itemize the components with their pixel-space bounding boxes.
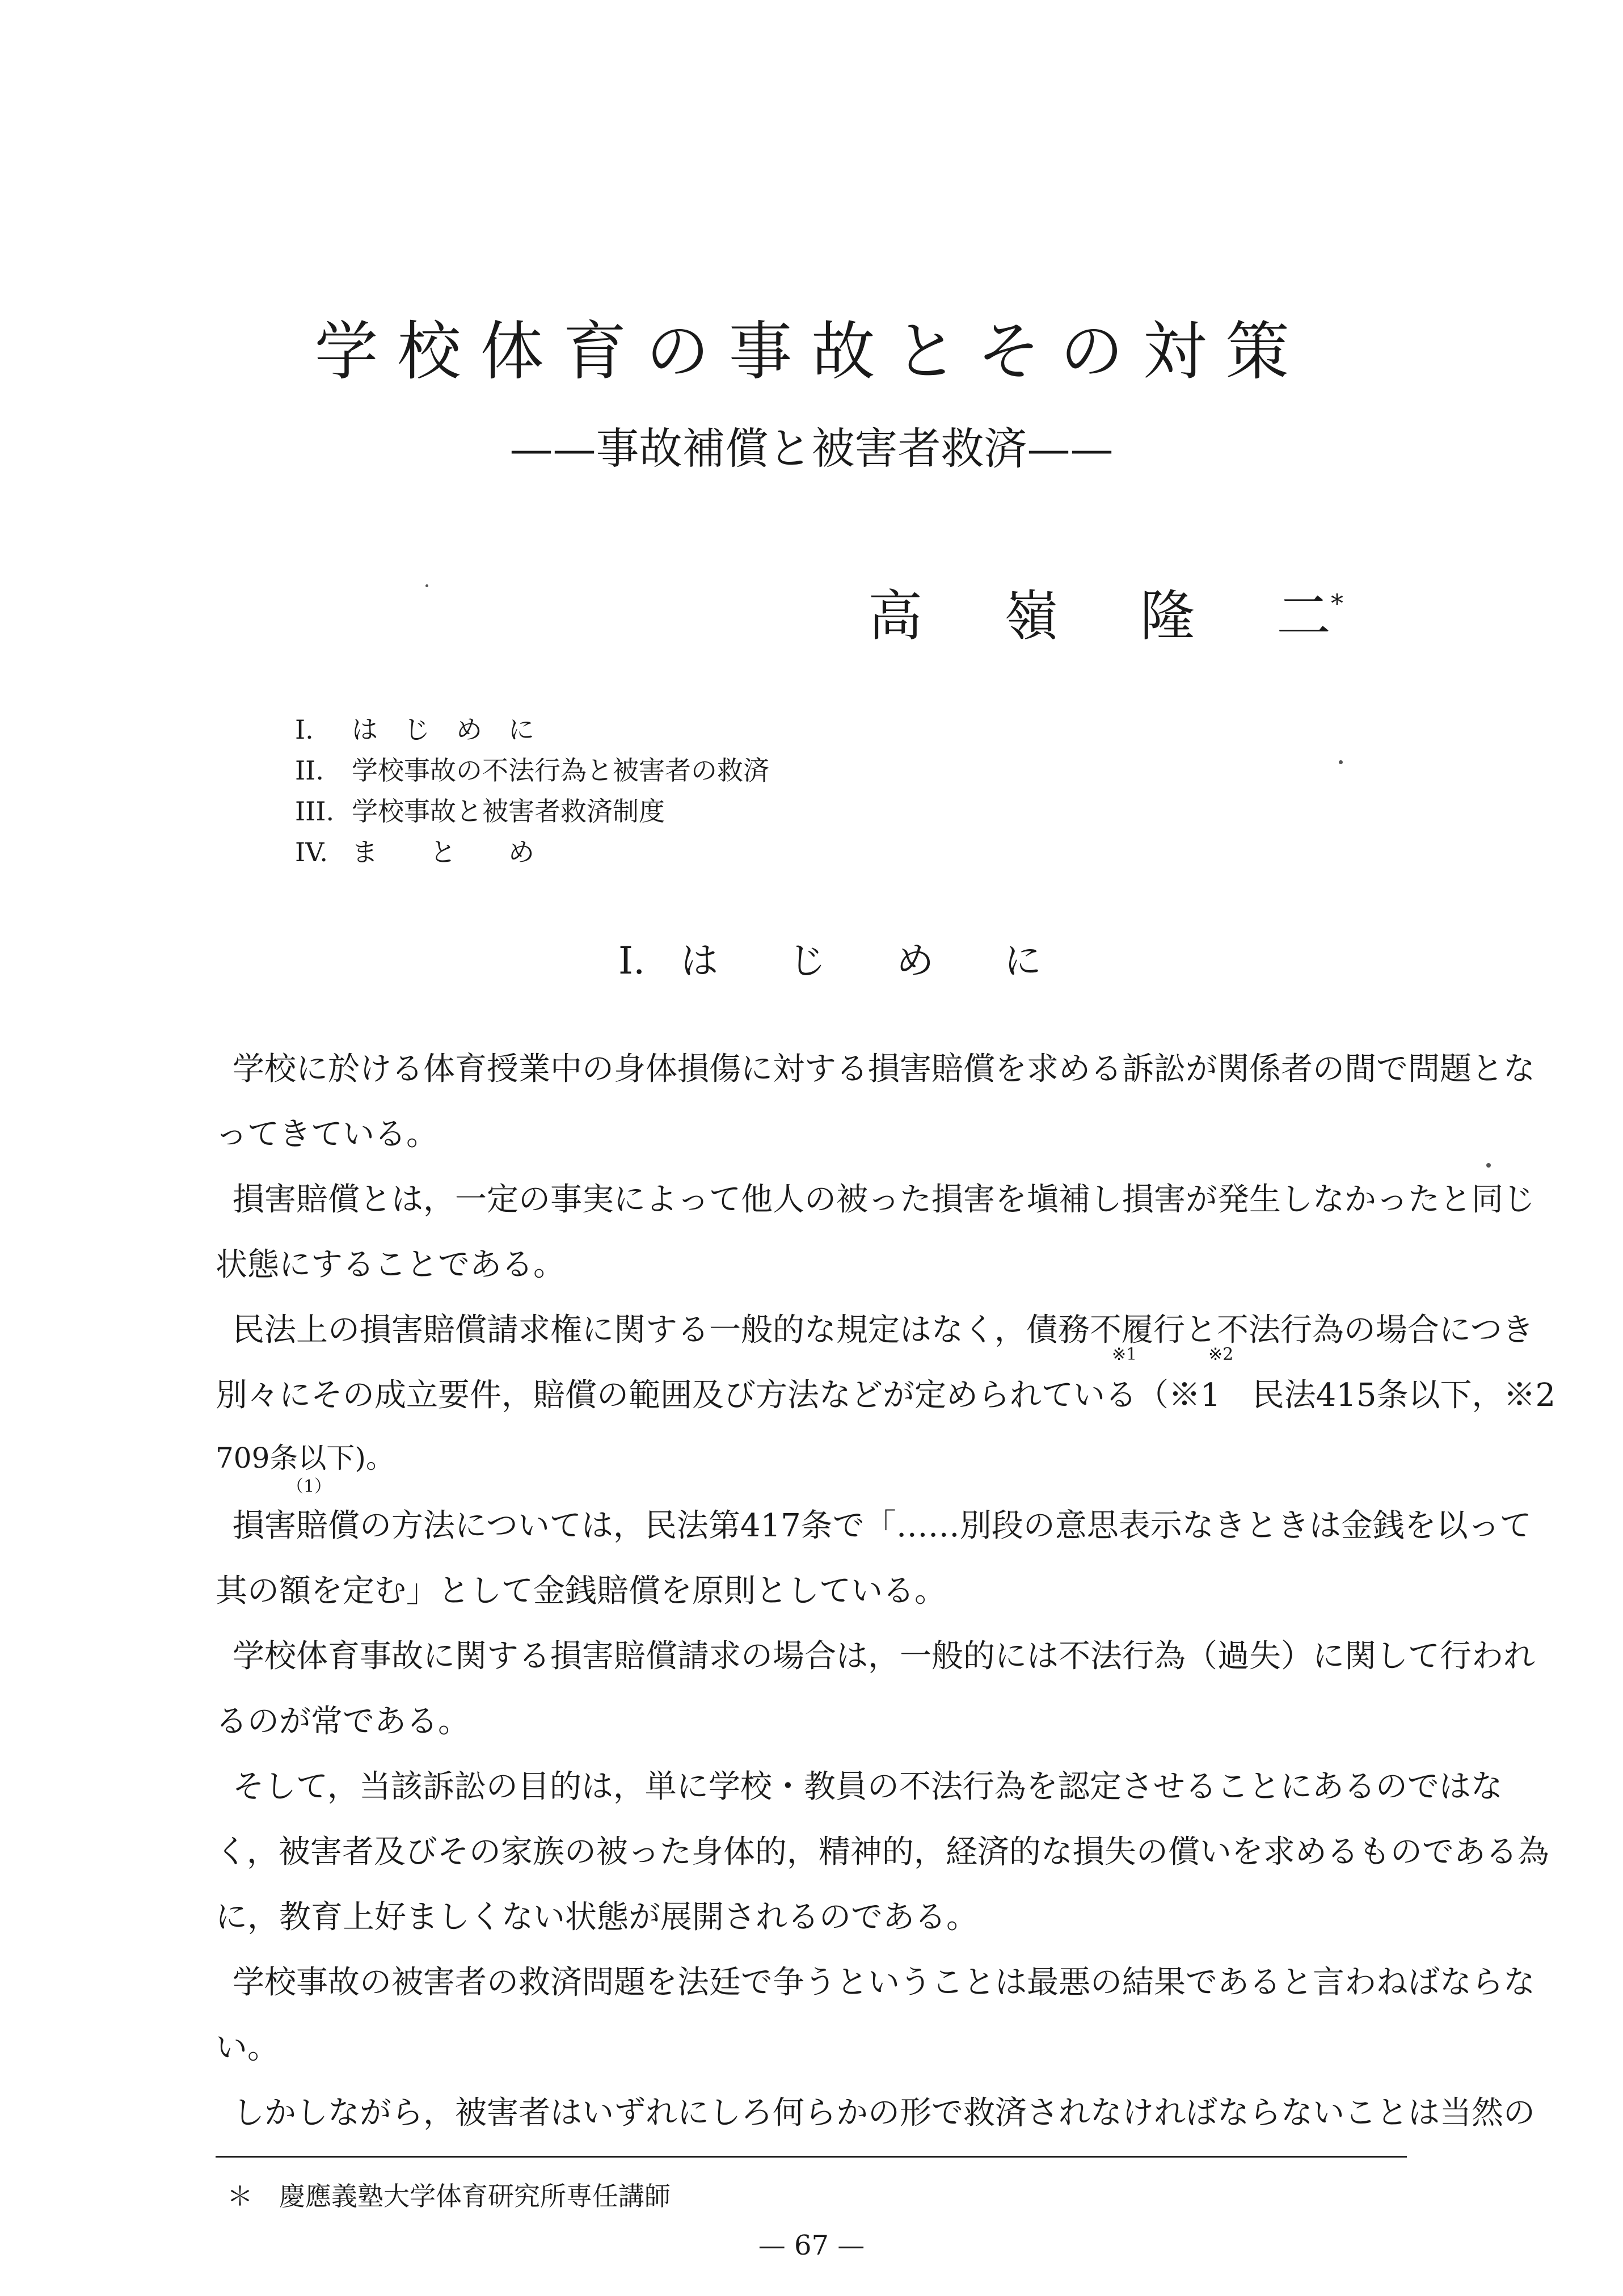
body-line: 状態にすることである。 bbox=[216, 1246, 565, 1283]
paper-subtitle: ——事故補償と被害者救済—— bbox=[509, 423, 1114, 474]
toc-text: 学校事故の不法行為と被害者の救済 bbox=[352, 755, 769, 786]
scan-speck bbox=[425, 584, 428, 587]
body-line: 学校事故の被害者の救済問題を法廷で争うということは最悪の結果であると言わねばならな bbox=[233, 1964, 1535, 2001]
toc-text: 学校事故と被害者救済制度 bbox=[352, 796, 665, 827]
section-char: め bbox=[896, 939, 934, 983]
body-line: 其の額を定む」として金銭賠償を原則としている。 bbox=[216, 1573, 946, 1610]
author-char: 二 bbox=[1276, 584, 1331, 648]
author-footnote-mark: * bbox=[1331, 589, 1343, 618]
body-line: るのが常である。 bbox=[216, 1703, 470, 1740]
body-line: 709条以下)。 bbox=[216, 1442, 394, 1475]
footnote: ＊ 慶應義塾大学体育研究所専任講師 bbox=[227, 2181, 671, 2211]
annotation-mark: ※1 bbox=[1112, 1345, 1137, 1364]
annotation-mark: ※2 bbox=[1208, 1345, 1234, 1364]
author-char: 嶺 bbox=[1004, 584, 1059, 648]
scan-speck bbox=[1486, 1163, 1491, 1168]
author-char: 高 bbox=[868, 584, 922, 648]
section-number: I. bbox=[618, 939, 646, 983]
section-heading bbox=[618, 930, 1042, 984]
section-char: は bbox=[681, 939, 718, 983]
body-line: 損害賠償とは，一定の事実によって他人の被った損害を塡補し損害が発生しなかったと同じ bbox=[233, 1181, 1535, 1218]
toc-text: は じ め に bbox=[352, 714, 534, 745]
body-line: に，教育上好ましくない状態が展開されるのである。 bbox=[216, 1899, 978, 1936]
body-line: 学校に於ける体育授業中の身体損傷に対する損害賠償を求める訴訟が関係者の間で問題とな bbox=[233, 1051, 1535, 1088]
body-line: く，被害者及びその家族の被った身体的，精神的，経済的な損失の償いを求めるものである為 bbox=[216, 1834, 1549, 1870]
toc-number: IV. bbox=[295, 837, 328, 867]
body-line: 学校体育事故に関する損害賠償請求の場合は，一般的には不法行為（過失）に関して行われ bbox=[233, 1638, 1535, 1675]
scan-speck bbox=[1339, 760, 1343, 764]
toc-text: ま と め bbox=[352, 837, 534, 867]
body-line: ってきている。 bbox=[216, 1116, 438, 1153]
body-line: い。 bbox=[216, 2029, 279, 2066]
page-number: — 67 — bbox=[758, 2230, 865, 2261]
author-char: 隆 bbox=[1140, 584, 1195, 648]
body-line: 損害賠償の方法については，民法第417条で「……別段の意思表示なきときは金銭を以って bbox=[233, 1507, 1532, 1544]
toc-item bbox=[295, 791, 665, 828]
toc-number: III. bbox=[295, 796, 335, 827]
body-line: そして，当該訴訟の目的は，単に学校・教員の不法行為を認定させることにあるのではな bbox=[233, 1768, 1503, 1805]
reference-mark: （1） bbox=[286, 1477, 332, 1497]
paper-title: 学校体育の事故とその対策 bbox=[314, 315, 1309, 389]
body-line: 民法上の損害賠償請求権に関する一般的な規定はなく，債務不履行と不法行為の場合につき bbox=[233, 1312, 1534, 1349]
footnote-rule bbox=[216, 2156, 1407, 2158]
section-char: じ bbox=[789, 939, 826, 983]
toc-item bbox=[295, 709, 534, 747]
toc-number: II. bbox=[295, 755, 324, 786]
toc-number: I. bbox=[295, 714, 314, 745]
section-char: に bbox=[1004, 939, 1042, 983]
toc-item bbox=[295, 832, 534, 869]
body-line: しかしながら，被害者はいずれにしろ何らかの形で救済されなければならないことは当然の bbox=[233, 2095, 1535, 2131]
author-name bbox=[868, 573, 1343, 651]
toc-item bbox=[295, 750, 769, 787]
body-line: 別々にその成立要件，賠償の範囲及び方法などが定められている（※1 民法415条以下，※2 bbox=[216, 1377, 1556, 1414]
